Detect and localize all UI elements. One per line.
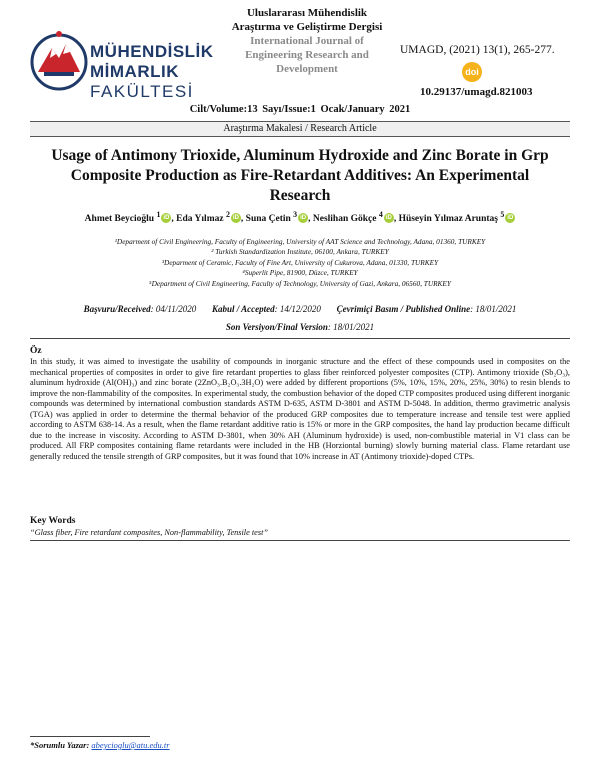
author-name: Hüseyin Yılmaz Aruntaş	[398, 214, 498, 225]
journal-name-tr-line: Araştırma ve Geliştirme Dergisi	[231, 21, 383, 33]
corresponding-label: *Sorumlu Yazar:	[30, 740, 92, 750]
doi-icon[interactable]: doi	[462, 62, 482, 82]
affiliation: ³Deparment of Ceramic, Faculty of Fine Art, University of Cukurova, Adana, 01330, TURKEY	[161, 257, 439, 267]
issue-info: Cilt/Volume:13 Sayı/Issue:1 Ocak/January 2021	[189, 104, 411, 115]
author-name: Suna Çetin	[245, 214, 291, 225]
keywords-bottom-rule	[30, 540, 570, 541]
orcid-icon[interactable]: iD	[232, 215, 239, 222]
faculty-logo	[30, 18, 212, 106]
footnote-rule	[30, 736, 150, 737]
affiliation: ¹Deparment of Civil Engineering, Faculty of Engineering, University of AAT Science and Technology, Adana, 01360, TURKEY	[114, 237, 486, 246]
orcid-icon[interactable]: iD	[163, 215, 170, 222]
journal-name-turkish	[222, 6, 392, 34]
received-label: Başvuru/Received	[83, 304, 151, 314]
abstract-top-rule	[30, 338, 570, 339]
journal-name-en-line: International Journal of	[250, 35, 364, 47]
doi-link[interactable]: 10.29137/umagd.821003	[420, 86, 533, 98]
affiliation: ⁵Department of Civil Engineering, Faculty of Technology, University of Gazi, Ankara, 06560, TURKEY	[149, 278, 451, 288]
orcid-icon[interactable]: iD	[507, 215, 514, 222]
final-date: : 18/01/2021	[327, 322, 375, 332]
dates-row-1	[30, 300, 570, 318]
author-list: Ahmet Beycioğlu $^1$ iD , Eda Yılmaz $^2$ iD , Suna Çetin $^3$ iD , Neslihan Gökçe $^4$ iD , Hüseyin Yılmaz Aruntaş $^5$ iD	[84, 210, 514, 225]
author-affiliation-mark: 1	[156, 210, 161, 219]
publication-dates	[30, 300, 570, 336]
abstract-text: In this study, it was aimed to investigate the usability of compounds in inorganic structure and the effect of these compounds used in composites on the mechanical properties of composites in order to give fire retardant properties to glass fiber reinforced polyester composites (CTP). Antimony trioxide (Sb₂O₃), aluminum hydroxide (Al(OH)₃) and zinc borate (2ZnO₃.B₂O₃.3H₂O) were added by different proportions (5%, 10%, 15%, 20%, 25%, 30%) to resin blends to improve the non-flammability of the composites. In experimental study, the combustion behavior of the doped CTP composites produced using different inorganic compounds was determined by international combustion standards ASTM D-635, ASTM D-3801 and ASTM D-5048. In addition, thermo gravimetric analysis (TGA) was applied in order to determine the thermal behavior of the produced GRP composites due to temperature increase and tensile test were applied according to ASTM 638-14. As a result, when the flame retardant additive ratio is 15% or more in the GRP composites, the hand lay production became difficult due to the increase in viscosity. According to ASTM D-3801, when 30% AH (Aluminum hydroxide) is used, non-combustible material in V1 class can be produced. All FRP composites containing flame retardants were included in the HB (Horziontal burning) slowly burning material class. Flame retardant use generally reduced the tensile strength of GRP composites, but it was found that 10% increase in AT (Antimony trioxide)-doped CTPs.	[30, 357, 570, 461]
keywords-text: “Glass fiber, Fire retardant composites, Non-flammability, Tensile test”	[30, 528, 269, 537]
affiliation: ² Turkish Standardization Institute, 06100, Ankara, TURKEY	[211, 247, 389, 257]
paper-title: Usage of Antimony Trioxide, Aluminum Hydroxide and Zinc Borate in Grp Composite Production as Fire-Retardant Additives: An Experimental Research	[51, 147, 549, 204]
accepted-label: Kabul / Accepted	[211, 304, 275, 314]
author-name: Ahmet Beycioğlu	[84, 214, 155, 225]
received-date: : 04/11/2020	[150, 304, 197, 314]
affiliation-list	[30, 237, 570, 289]
logo-text-line1: MÜHENDİSLİK	[90, 42, 214, 61]
accepted-date: : 14/12/2020	[274, 304, 321, 314]
online-date: : 18/01/2021	[470, 304, 517, 314]
author-name: Eda Yılmaz	[176, 214, 224, 225]
final-label: Son Versiyon/Final Version	[225, 322, 328, 332]
logo-text-line3: FAKÜLTESİ	[90, 82, 194, 101]
keywords-heading: Key Words	[30, 516, 76, 526]
corresponding-email-link[interactable]: abeycioglu@atu.edu.tr	[91, 740, 170, 750]
author-affiliation-mark: 3	[293, 210, 298, 219]
logo-text-line2: MİMARLIK	[90, 62, 179, 81]
journal-citation: UMAGD, (2021) 13(1), 265-277.	[400, 44, 555, 56]
orcid-icon[interactable]: iD	[385, 215, 392, 222]
author-affiliation-mark: 2	[225, 210, 230, 219]
faculty-emblem-icon	[30, 22, 88, 102]
dates-row-2	[30, 318, 570, 336]
journal-name-english	[222, 34, 392, 76]
article-type-banner: Araştırma Makalesi / Research Article	[30, 121, 570, 137]
journal-name-en-line: Development	[276, 63, 338, 75]
orcid-icon[interactable]: iD	[300, 215, 307, 222]
author-name: Neslihan Gökçe	[312, 214, 377, 225]
journal-name-tr-line: Uluslararası Mühendislik	[246, 7, 368, 19]
online-label: Çevrimiçi Basım / Published Online	[336, 304, 471, 314]
corresponding-author	[30, 740, 170, 750]
journal-name-en-line: Engineering Research and	[245, 49, 369, 61]
author-affiliation-mark: 4	[378, 210, 383, 219]
abstract-heading: Öz	[30, 346, 42, 356]
author-affiliation-mark: 5	[500, 210, 505, 219]
affiliation: ⁴Superlit Pipe, 81900, Düzce, TURKEY	[242, 268, 358, 278]
